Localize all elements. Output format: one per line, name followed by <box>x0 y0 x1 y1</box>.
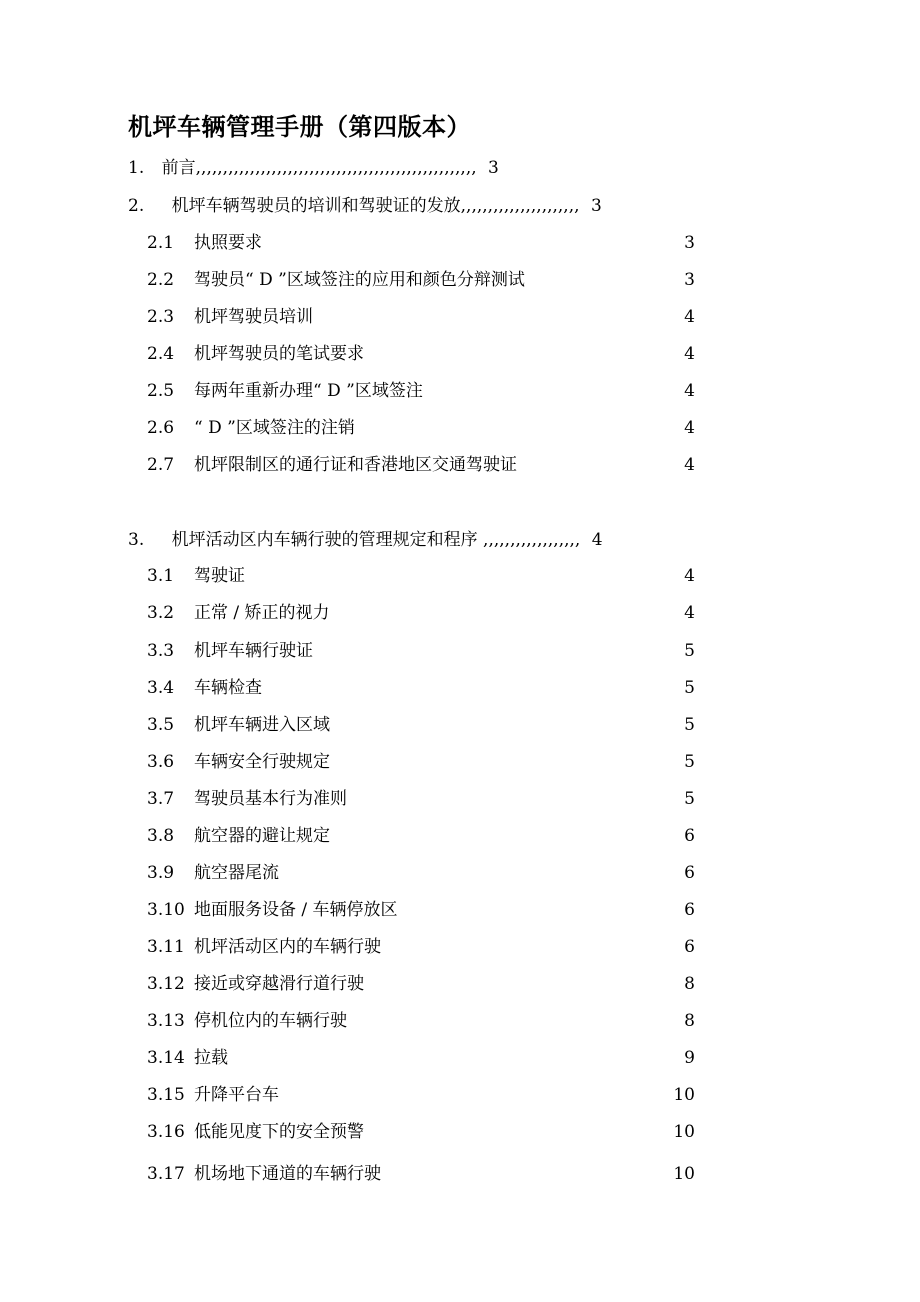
entry-number: 3.4 <box>147 678 175 698</box>
entry-page: 6 <box>684 900 695 920</box>
entry-label: 驾驶员基本行为准则 <box>194 789 347 809</box>
entry-page: 8 <box>684 1011 695 1031</box>
entry-page: 3 <box>684 233 695 253</box>
toc-entry[interactable] <box>147 676 695 700</box>
toc-entry[interactable] <box>147 1046 695 1070</box>
entry-page: 4 <box>684 381 695 401</box>
toc-entry[interactable] <box>147 1162 695 1186</box>
entry-page: 5 <box>684 789 695 809</box>
toc-entry[interactable] <box>147 1120 695 1144</box>
entry-number: 3.17 <box>147 1164 185 1184</box>
entry-number: 3.7 <box>147 789 175 809</box>
entry-label: 驾驶证 <box>194 566 245 586</box>
toc-section-2[interactable] <box>128 194 602 218</box>
entry-number: 3.13 <box>147 1011 185 1031</box>
toc-entry[interactable] <box>147 898 695 922</box>
entry-number: 3.16 <box>147 1122 185 1142</box>
toc-entry[interactable] <box>147 453 695 477</box>
entry-number: 2.5 <box>147 381 175 401</box>
section-label: 前言,,,,,,,,,,,,,,,,,,,,,,,,,,,,,,,,,,,,,,,,,,,,,,,,,,,, <box>161 158 477 178</box>
entry-page: 10 <box>673 1085 695 1105</box>
section-page: 3 <box>590 196 602 216</box>
toc-entry[interactable] <box>147 268 695 292</box>
entry-number: 3.12 <box>147 974 185 994</box>
toc-entry[interactable] <box>147 750 695 774</box>
entry-page: 5 <box>684 752 695 772</box>
toc-entry[interactable] <box>147 379 695 403</box>
entry-number: 2.2 <box>147 270 175 290</box>
toc-entry[interactable] <box>147 231 695 255</box>
entry-page: 5 <box>684 641 695 661</box>
toc-entry[interactable] <box>147 1083 695 1107</box>
entry-page: 10 <box>673 1122 695 1142</box>
entry-page: 5 <box>684 715 695 735</box>
toc-entry[interactable] <box>147 972 695 996</box>
entry-label: 正常 / 矫正的视力 <box>194 603 330 623</box>
entry-page: 6 <box>684 826 695 846</box>
toc-entry[interactable] <box>147 824 695 848</box>
entry-number: 3.6 <box>147 752 175 772</box>
section-label: 机坪活动区内车辆行驶的管理规定和程序 ,,,,,,,,,,,,,,,,,, <box>171 530 581 550</box>
entry-label: 机坪驾驶员培训 <box>194 307 313 327</box>
toc-entry[interactable] <box>147 601 695 625</box>
entry-number: 2.4 <box>147 344 175 364</box>
entry-label: 机坪限制区的通行证和香港地区交通驾驶证 <box>194 455 517 475</box>
entry-page: 6 <box>684 937 695 957</box>
entry-label: 车辆检查 <box>194 678 262 698</box>
entry-label: 航空器的避让规定 <box>194 826 330 846</box>
section-number: 1. <box>128 158 145 178</box>
entry-page: 4 <box>684 344 695 364</box>
entry-label: 机坪车辆行驶证 <box>194 641 313 661</box>
entry-number: 3.15 <box>147 1085 185 1105</box>
toc-entry[interactable] <box>147 564 695 588</box>
toc-entry[interactable] <box>147 1009 695 1033</box>
toc-entry[interactable] <box>147 861 695 885</box>
entry-page: 9 <box>684 1048 695 1068</box>
entry-page: 6 <box>684 863 695 883</box>
entry-page: 4 <box>684 603 695 623</box>
entry-number: 2.1 <box>147 233 175 253</box>
entry-page: 4 <box>684 566 695 586</box>
toc-entry[interactable] <box>147 713 695 737</box>
entry-number: 3.1 <box>147 566 175 586</box>
toc-section-1[interactable] <box>128 156 499 180</box>
entry-label: 停机位内的车辆行驶 <box>194 1011 347 1031</box>
entry-number: 2.7 <box>147 455 175 475</box>
entry-number: 2.3 <box>147 307 175 327</box>
entry-number: 3.5 <box>147 715 175 735</box>
entry-page: 4 <box>684 455 695 475</box>
section-number: 3. <box>128 530 145 550</box>
page-title: 机坪车辆管理手册（第四版本） <box>128 113 471 141</box>
toc-entry[interactable] <box>147 305 695 329</box>
toc-entry[interactable] <box>147 342 695 366</box>
entry-label: 接近或穿越滑行道行驶 <box>194 974 364 994</box>
section-number: 2. <box>128 196 145 216</box>
entry-page: 4 <box>684 418 695 438</box>
entry-number: 3.9 <box>147 863 175 883</box>
entry-label: 驾驶员“ D ”区域签注的应用和颜色分辩测试 <box>194 270 525 290</box>
entry-number: 3.10 <box>147 900 185 920</box>
entry-label: 执照要求 <box>194 233 262 253</box>
entry-label: 拉载 <box>194 1048 228 1068</box>
entry-label: 航空器尾流 <box>194 863 279 883</box>
entry-label: 车辆安全行驶规定 <box>194 752 330 772</box>
entry-label: 低能见度下的安全预警 <box>194 1122 364 1142</box>
entry-number: 3.2 <box>147 603 175 623</box>
entry-page: 10 <box>673 1164 695 1184</box>
entry-page: 4 <box>684 307 695 327</box>
entry-page: 3 <box>684 270 695 290</box>
section-page: 3 <box>488 158 499 178</box>
entry-label: 地面服务设备 / 车辆停放区 <box>194 900 398 920</box>
section-label: 机坪车辆驾驶员的培训和驾驶证的发放,,,,,,,,,,,,,,,,,,,,,, <box>171 196 580 216</box>
entry-page: 8 <box>684 974 695 994</box>
toc-entry[interactable] <box>147 639 695 663</box>
entry-label: 机场地下通道的车辆行驶 <box>194 1164 381 1184</box>
toc-entry[interactable] <box>147 935 695 959</box>
entry-label: 升降平台车 <box>194 1085 279 1105</box>
entry-number: 3.3 <box>147 641 175 661</box>
toc-section-3[interactable] <box>128 528 603 552</box>
entry-label: 机坪活动区内的车辆行驶 <box>194 937 381 957</box>
entry-label: 每两年重新办理“ D ”区域签注 <box>194 381 423 401</box>
entry-number: 3.14 <box>147 1048 185 1068</box>
entry-label: 机坪驾驶员的笔试要求 <box>194 344 364 364</box>
entry-number: 2.6 <box>147 418 175 438</box>
entry-label: “ D ”区域签注的注销 <box>194 418 355 438</box>
entry-label: 机坪车辆进入区域 <box>194 715 330 735</box>
entry-number: 3.8 <box>147 826 175 846</box>
section-page: 4 <box>591 530 603 550</box>
entry-page: 5 <box>684 678 695 698</box>
toc-entry[interactable] <box>147 416 695 440</box>
entry-number: 3.11 <box>147 937 185 957</box>
toc-entry[interactable] <box>147 787 695 811</box>
